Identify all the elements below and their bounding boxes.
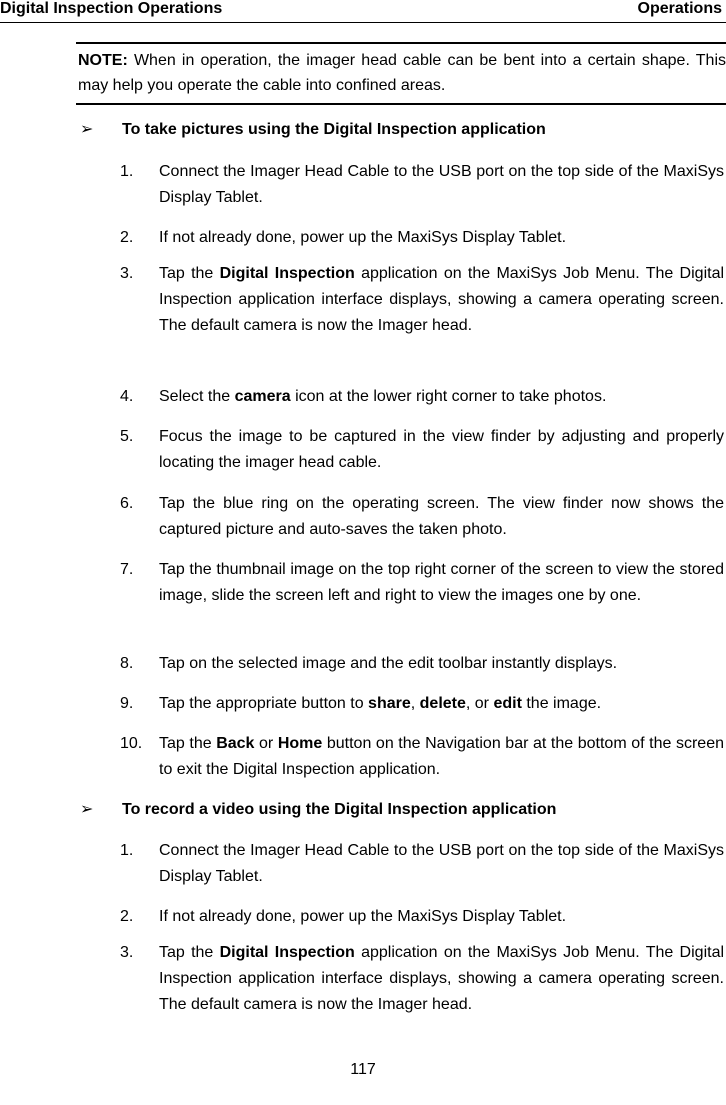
step-text <box>159 491 724 543</box>
step-text-run: the image. <box>521 695 602 712</box>
step-text-run: , <box>410 695 420 712</box>
step-text <box>159 424 724 476</box>
step-number: 8. <box>120 655 134 672</box>
note-text: When in operation, the imager head cable can be bent into a certain shape. This may help you operate the cable into confined areas. <box>78 52 726 94</box>
step-number: 1. <box>120 163 134 180</box>
step-text <box>159 384 724 410</box>
step-text-run: application on the MaxiSys Job Menu. The Digital Inspection application interface displays, showing a camera operating screen. The default camera is now the Imager head. <box>159 265 725 334</box>
header-section-title: Operations <box>637 0 722 17</box>
section-title: To take pictures using the Digital Inspection application <box>122 121 546 138</box>
emphasized-term: Digital Inspection <box>219 265 355 282</box>
section-title: To record a video using the Digital Inspection application <box>122 801 557 818</box>
step-text-run: Focus the image to be captured in the view finder by adjusting and properly locating the imager head cable. <box>159 428 724 471</box>
step-text-run: Tap the appropriate button to <box>159 695 369 712</box>
step-text-run: button on the Navigation bar at the bottom of the screen to exit the Digital Inspection application. <box>159 735 724 778</box>
emphasized-term: Home <box>277 735 323 752</box>
emphasized-term: camera <box>234 388 291 405</box>
page-number: 117 <box>350 1061 376 1078</box>
header-chapter-title: Digital Inspection Operations <box>0 0 223 17</box>
emphasized-term: Back <box>216 735 255 752</box>
emphasized-term: Digital Inspection <box>219 944 355 961</box>
step-number: 6. <box>120 495 134 512</box>
step-text <box>159 651 724 677</box>
step-text-run: Tap the <box>159 944 220 961</box>
step-text-run: Connect the Imager Head Cable to the USB port on the top side of the MaxiSys Display Tablet. <box>159 842 724 885</box>
step-text-run: Connect the Imager Head Cable to the USB port on the top side of the MaxiSys Display Tablet. <box>159 163 724 206</box>
step-number: 4. <box>120 388 134 405</box>
emphasized-term: share <box>368 695 411 712</box>
step-text-run: Tap the blue ring on the operating screen. The view finder now shows the captured picture and auto-saves the taken photo. <box>159 495 724 538</box>
step-text-run: application on the MaxiSys Job Menu. The Digital Inspection application interface displays, showing a camera operating screen. The default camera is now the Imager head. <box>159 944 725 1013</box>
step-number: 2. <box>120 229 134 246</box>
step-text-run: Tap on the selected image and the edit toolbar instantly displays. <box>159 655 618 672</box>
step-number: 1. <box>120 842 134 859</box>
step-text-run: icon at the lower right corner to take photos. <box>290 388 607 405</box>
step-number: 3. <box>120 944 134 961</box>
step-text-run: Tap the <box>159 735 217 752</box>
page-header <box>0 0 726 23</box>
step-text <box>159 940 724 1018</box>
step-text <box>159 904 724 930</box>
step-text-run: Tap the <box>159 265 220 282</box>
step-text <box>159 557 724 609</box>
step-text <box>159 731 724 783</box>
note-label: NOTE: <box>78 52 128 69</box>
step-number: 10. <box>120 735 143 752</box>
step-text <box>159 691 724 717</box>
emphasized-term: delete <box>419 695 466 712</box>
emphasized-term: edit <box>493 695 522 712</box>
step-text-run: If not already done, power up the MaxiSys Display Tablet. <box>159 229 567 246</box>
step-number: 2. <box>120 908 134 925</box>
arrow-bullet-icon: ➢ <box>80 121 94 138</box>
step-text-run: If not already done, power up the MaxiSys Display Tablet. <box>159 908 567 925</box>
arrow-bullet-icon: ➢ <box>80 801 94 818</box>
step-number: 7. <box>120 561 134 578</box>
note-box <box>76 42 726 105</box>
step-text <box>159 838 724 890</box>
step-text-run: Select the <box>159 388 235 405</box>
step-text-run: or <box>254 735 278 752</box>
step-number: 5. <box>120 428 134 445</box>
step-text <box>159 225 724 251</box>
step-text-run: Tap the thumbnail image on the top right corner of the screen to view the stored image, slide the screen left and right to view the images one by one. <box>159 561 724 604</box>
step-text <box>159 159 724 211</box>
step-number: 3. <box>120 265 134 282</box>
step-text <box>159 261 724 339</box>
step-text-run: , or <box>465 695 494 712</box>
step-number: 9. <box>120 695 134 712</box>
